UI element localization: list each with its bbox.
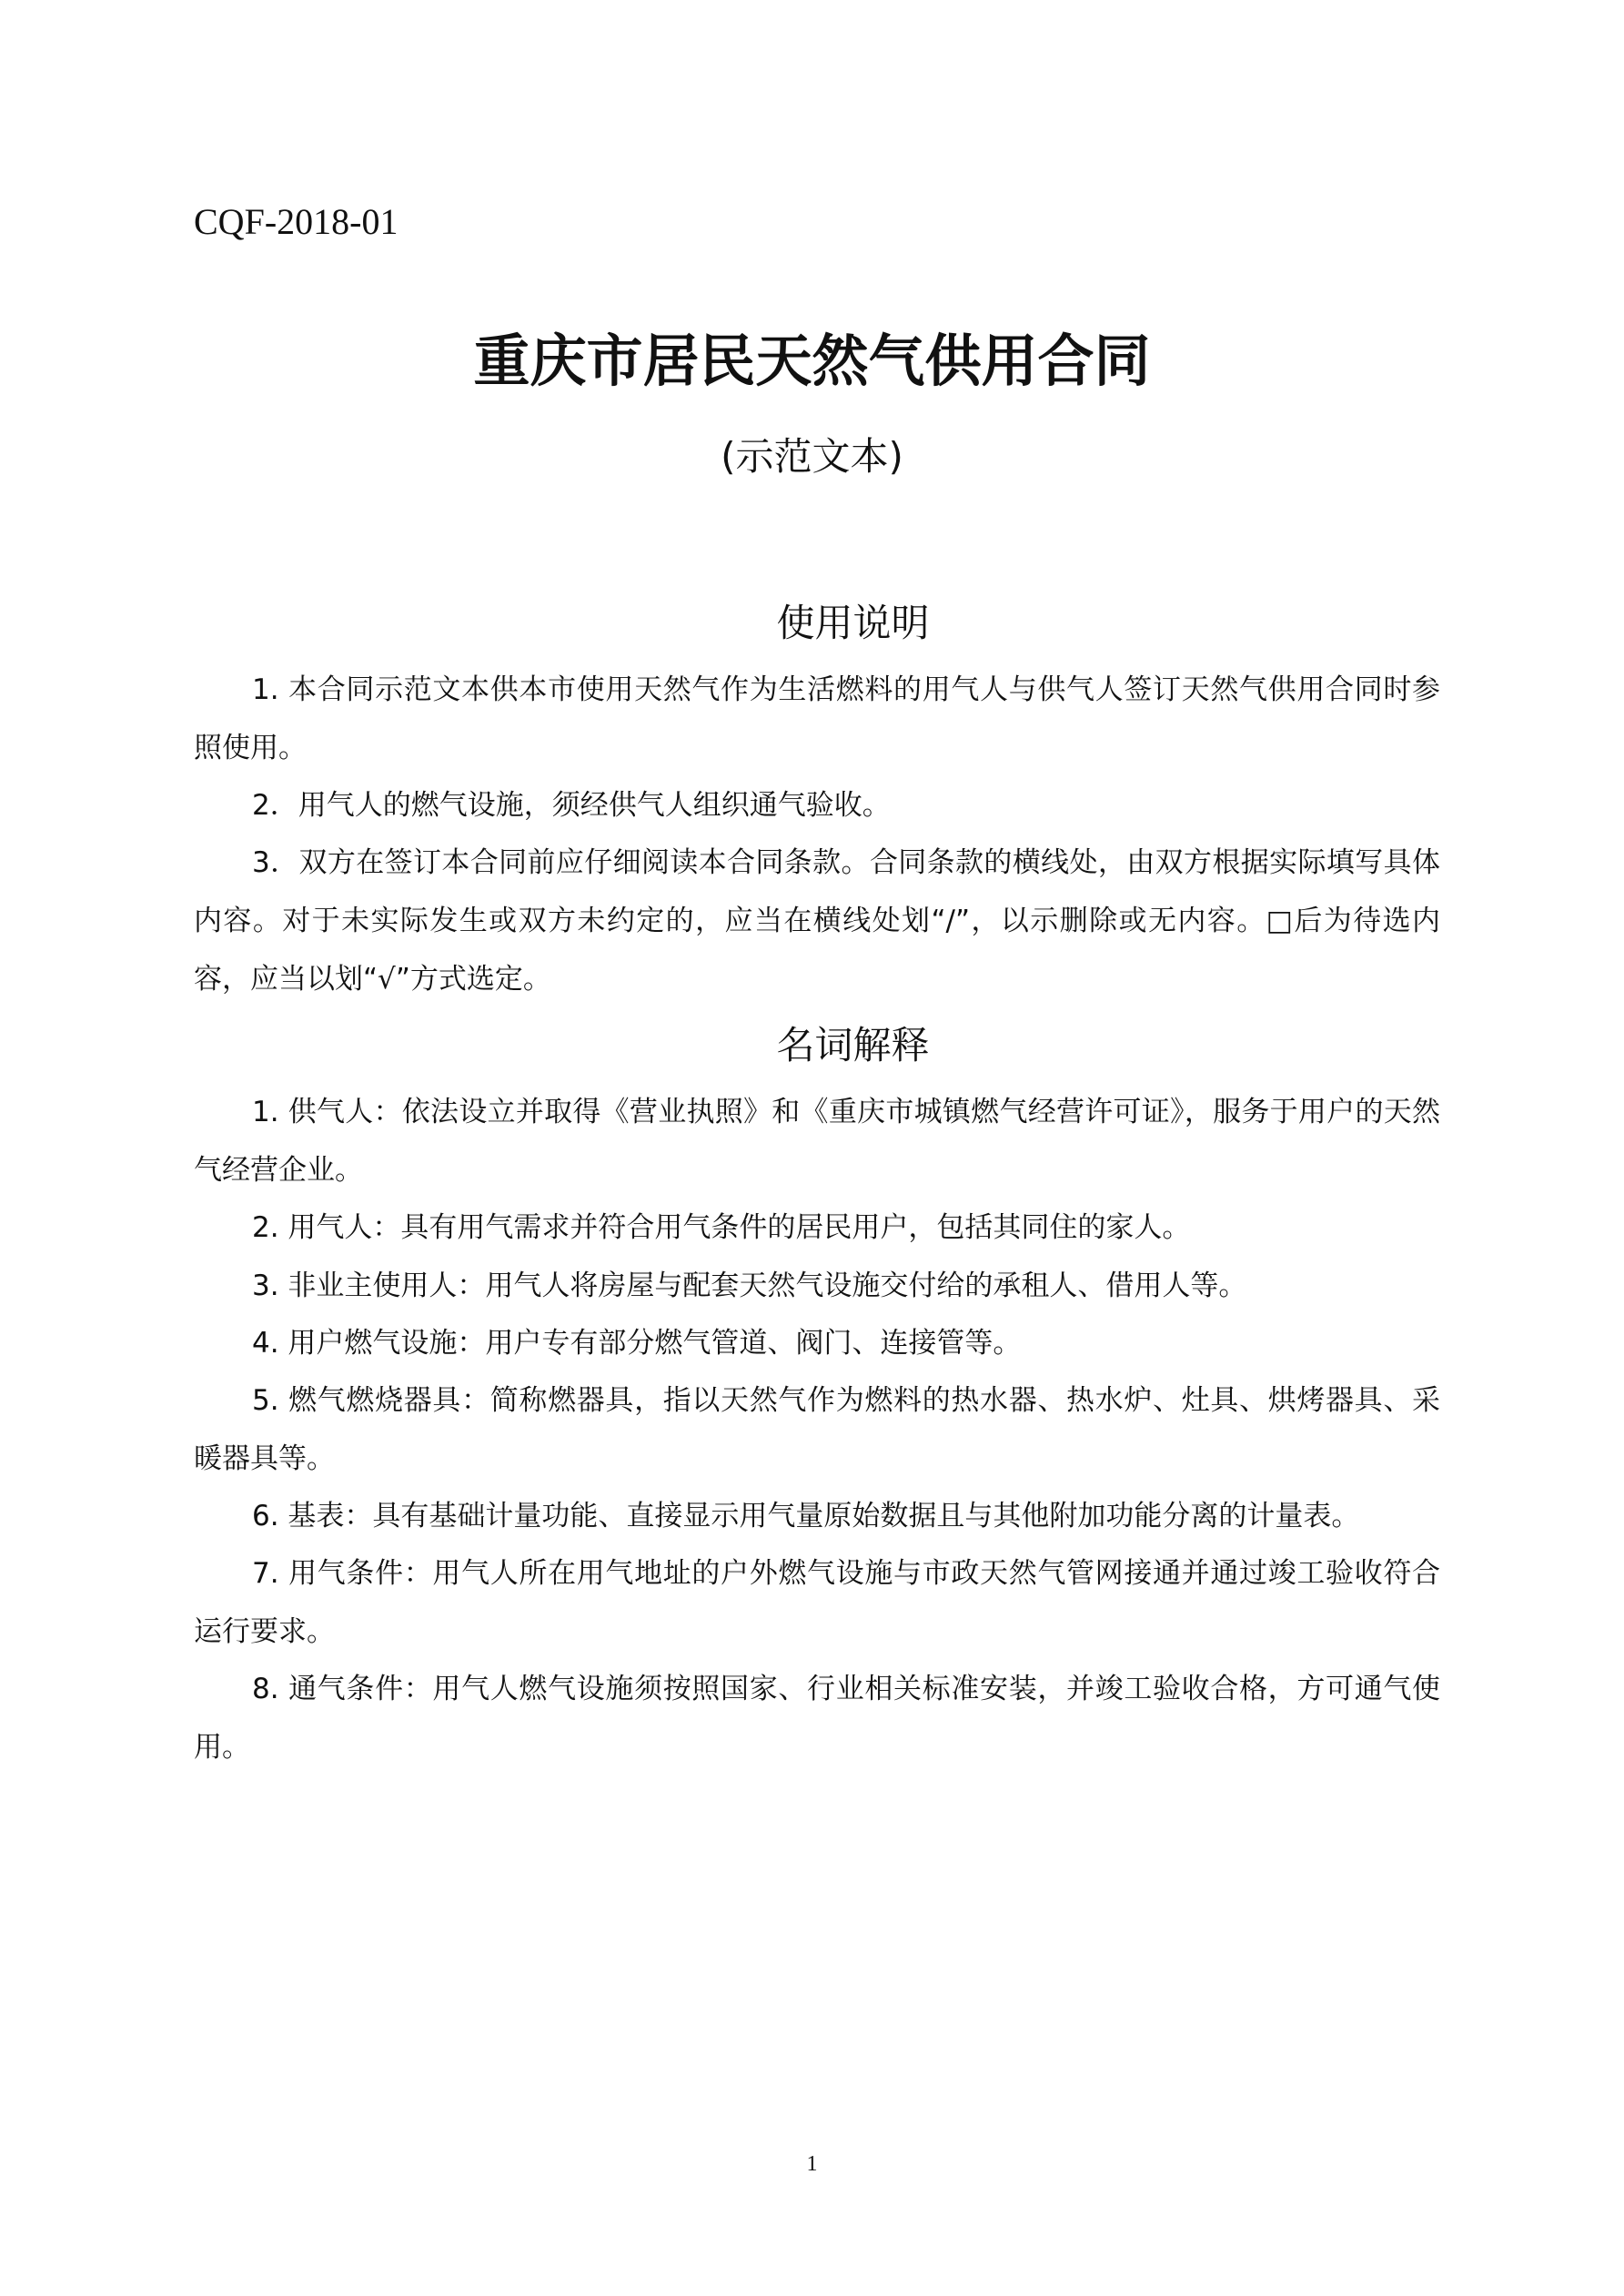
- glossary-item-7: 7. 用气条件：用气人所在用气地址的户外燃气设施与市政天然气管网接通并通过竣工验收符合运行要求。: [194, 1557, 1440, 1648]
- glossary-item-3: 3. 非业主使用人：用气人将房屋与配套天然气设施交付给的承租人、借用人等。: [252, 1269, 1247, 1302]
- glossary-item-8: 8. 通气条件：用气人燃气设施须按照国家、行业相关标准安装，并竣工验收合格，方可通气使用。: [194, 1673, 1440, 1764]
- glossary-item-1: 1. 供气人：依法设立并取得《营业执照》和《重庆市城镇燃气经营许可证》，服务于用户的天然气经营企业。: [194, 1096, 1440, 1187]
- glossary-item-4: 4. 用户燃气设施：用户专有部分燃气管道、阀门、连接管等。: [252, 1327, 1022, 1360]
- usage-item-3: 3．双方在签订本合同前应仔细阅读本合同条款。合同条款的横线处，由双方根据实际填写具体内容。对于未实际发生或双方未约定的，应当在横线处划“/”，以示删除或无内容。□后为待选内容，应当以划“√”方式选定。: [194, 846, 1440, 996]
- document-subtitle: (示范文本): [721, 434, 903, 479]
- usage-item-1: 1. 本合同示范文本供本市使用天然气作为生活燃料的用气人与供气人签订天然气供用合同时参照使用。: [194, 673, 1440, 764]
- page-number: 1: [806, 2152, 818, 2176]
- glossary-heading: 名词解释: [776, 1023, 930, 1067]
- usage-heading: 使用说明: [776, 601, 930, 645]
- document-title: 重庆市居民天然气供用合同: [473, 328, 1151, 394]
- usage-item-2: 2．用气人的燃气设施，须经供气人组织通气验收。: [252, 789, 891, 822]
- glossary-item-2: 2. 用气人：具有用气需求并符合用气条件的居民用户，包括其同住的家人。: [252, 1211, 1191, 1244]
- glossary-item-6: 6. 基表：具有基础计量功能、直接显示用气量原始数据且与其他附加功能分离的计量表。: [252, 1500, 1360, 1532]
- glossary-item-5: 5. 燃气燃烧器具：简称燃器具，指以天然气作为燃料的热水器、热水炉、灶具、烘烤器具、采暖器具等。: [194, 1384, 1440, 1475]
- document-code: CQF-2018-01: [194, 201, 398, 242]
